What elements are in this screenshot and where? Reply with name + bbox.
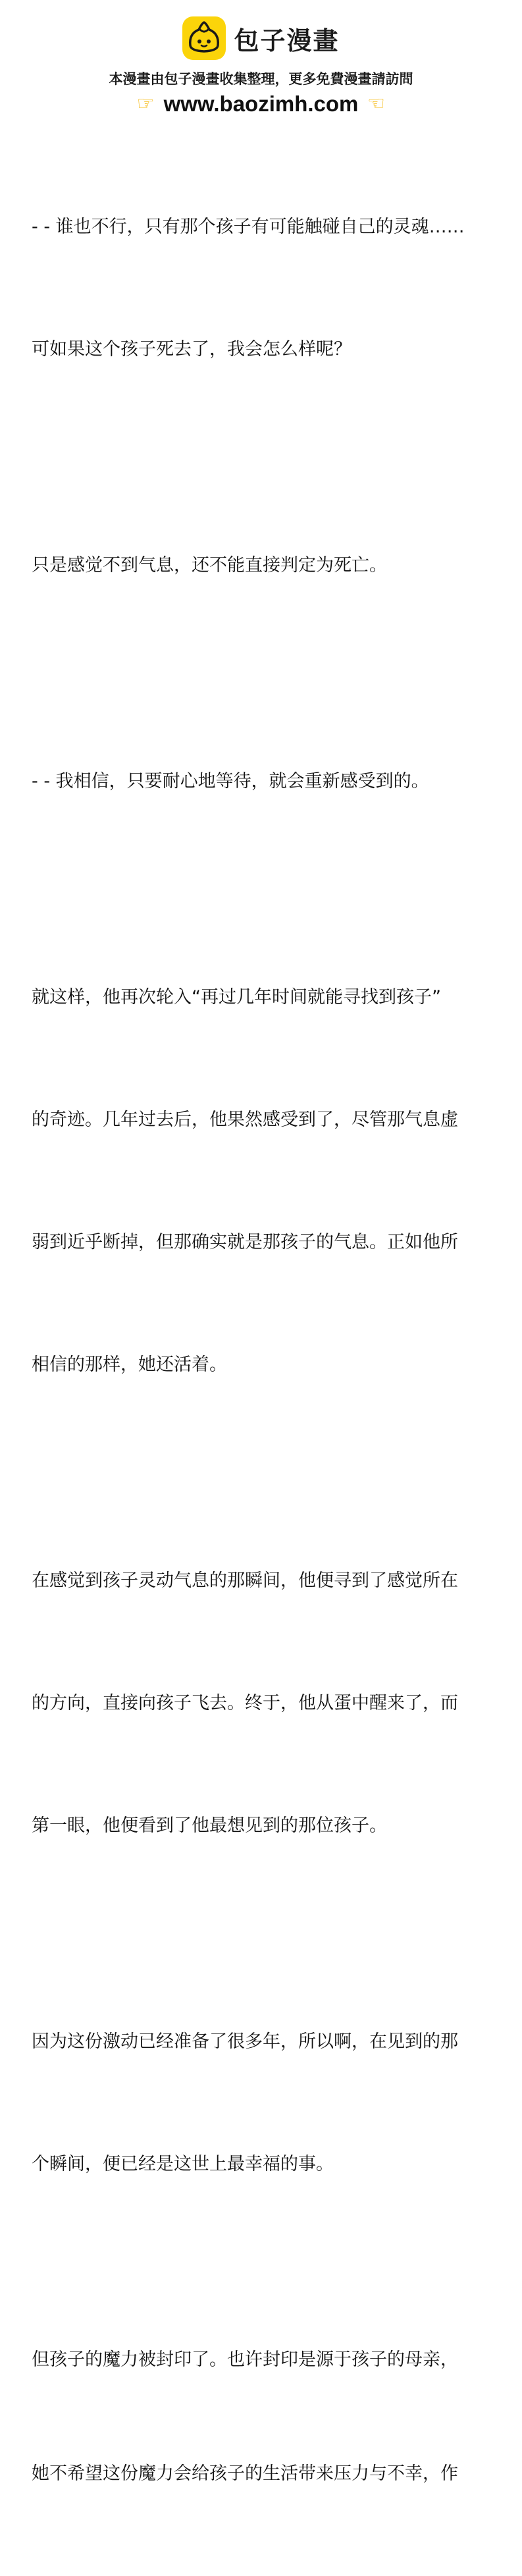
text-line: 只是感觉不到气息，还不能直接判定为死亡。 [32, 555, 387, 576]
text-line: 但孩子的魔力被封印了。也许封印是源于孩子的母亲， [32, 2349, 458, 2370]
text-line: 就这样，他再次轮入“再过几年时间就能寻找到孩子” [32, 987, 441, 1007]
pointing-left-hand-icon: ☞ [367, 92, 386, 115]
text-line: 弱到近乎断掉，但那确实就是那孩子的气息。正如他所 [32, 1232, 458, 1252]
paragraph [32, 125, 496, 452]
text-line: 第一眼，他便看到了他最想见到的那位孩子。 [32, 1815, 387, 1836]
paragraph [32, 896, 496, 1467]
site-url-link[interactable]: www.baozimh.com [163, 92, 359, 116]
paragraph [32, 2267, 496, 2576]
pointing-right-hand-icon: ☞ [136, 92, 155, 115]
text-line: 在感觉到孩子灵动气息的那瞬间，他便寻到了感觉所在 [32, 1570, 458, 1591]
paragraph [32, 1940, 496, 2267]
brand-name: 包子漫畫 [234, 26, 340, 55]
paragraph [32, 680, 496, 884]
chapter-text [32, 125, 496, 2484]
paragraph [32, 1479, 496, 1928]
text-line: - - 谁也不行，只有那个孩子有可能触碰自己的灵魂…… [32, 217, 465, 237]
text-line: - - 我相信，只要耐心地等待，就会重新感受到的。 [32, 771, 429, 792]
text-line: 相信的那样，她还活着。 [32, 1355, 227, 1375]
text-line: 的奇迹。几年过去后，他果然感受到了，尽管那气息虚 [32, 1110, 458, 1130]
text-line: 的方向，直接向孩子飞去。终于，他从蛋中醒来了，而 [32, 1693, 458, 1713]
text-line: 可如果这个孩子死去了，我会怎么样呢？ [32, 339, 352, 360]
site-url-row [0, 90, 522, 119]
text-line: 个瞬间，便已经是这世上最幸福的事。 [32, 2154, 334, 2174]
bun-mascot-icon [182, 16, 226, 60]
text-line: 因为这份激动已经准备了很多年，所以啊，在见到的那 [32, 2031, 458, 2052]
text-line: 她不希望这份魔力会给孩子的生活带来压力与不幸，作 [32, 2463, 458, 2484]
site-header [0, 0, 522, 122]
brand-logo[interactable] [0, 16, 522, 61]
site-tagline: 本漫畫由包子漫畫收集整理，更多免費漫畫請訪問 [109, 71, 413, 87]
paragraph [32, 464, 496, 668]
